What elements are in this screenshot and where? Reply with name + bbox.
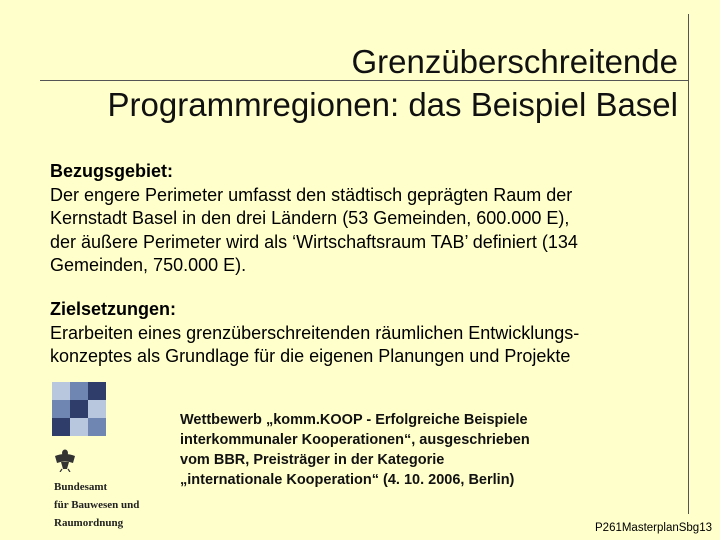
bbr-logo (52, 382, 162, 532)
goals-heading: Zielsetzungen: (50, 299, 177, 319)
goals-line: Erarbeiten eines grenzüberschreitenden räumlichen Entwicklungs- (50, 322, 580, 343)
award-note (180, 410, 650, 490)
bbr-logo-icon (52, 382, 108, 440)
reference-area-line: Kernstadt Basel in den drei Ländern (53 Gemeinden, 600.000 E), (50, 208, 570, 228)
reference-area-section (50, 160, 680, 278)
reference-area-line: Gemeinden, 750.000 E). (50, 255, 247, 275)
goals-line: konzeptes als Grundlage für die eigenen Planungen und Projekte (50, 346, 571, 366)
award-line: Wettbewerb „komm.KOOP - Erfolgreiche Beispiele (180, 412, 528, 428)
slide-title-line-2: Programmregionen: das Beispiel Basel (107, 86, 678, 123)
vertical-rule (688, 14, 689, 514)
reference-area-line: der äußere Perimeter wird als ‘Wirtschaftsraum TAB’ definiert (134 (50, 231, 578, 252)
federal-eagle-icon (54, 448, 76, 472)
bbr-logo-line: Raumordnung (54, 517, 124, 529)
award-line: interkommunaler Kooperationen“, ausgeschrieben (180, 432, 530, 448)
slide-footer-id: P261MasterplanSbg13 (595, 522, 712, 534)
bbr-logo-text (54, 478, 139, 532)
bbr-logo-line: für Bauwesen und (54, 499, 140, 511)
goals-section (50, 298, 680, 369)
award-line: vom BBR, Preisträger in der Kategorie (180, 452, 445, 468)
reference-area-line: Der engere Perimeter umfasst den städtisch geprägten Raum der (50, 184, 573, 205)
reference-area-heading: Bezugsgebiet: (50, 161, 174, 181)
award-line: „internationale Kooperation“ (4. 10. 2006, Berlin) (180, 472, 515, 488)
bbr-logo-line: Bundesamt (54, 481, 108, 493)
slide-title-line-1: Grenzüberschreitende (351, 43, 678, 80)
